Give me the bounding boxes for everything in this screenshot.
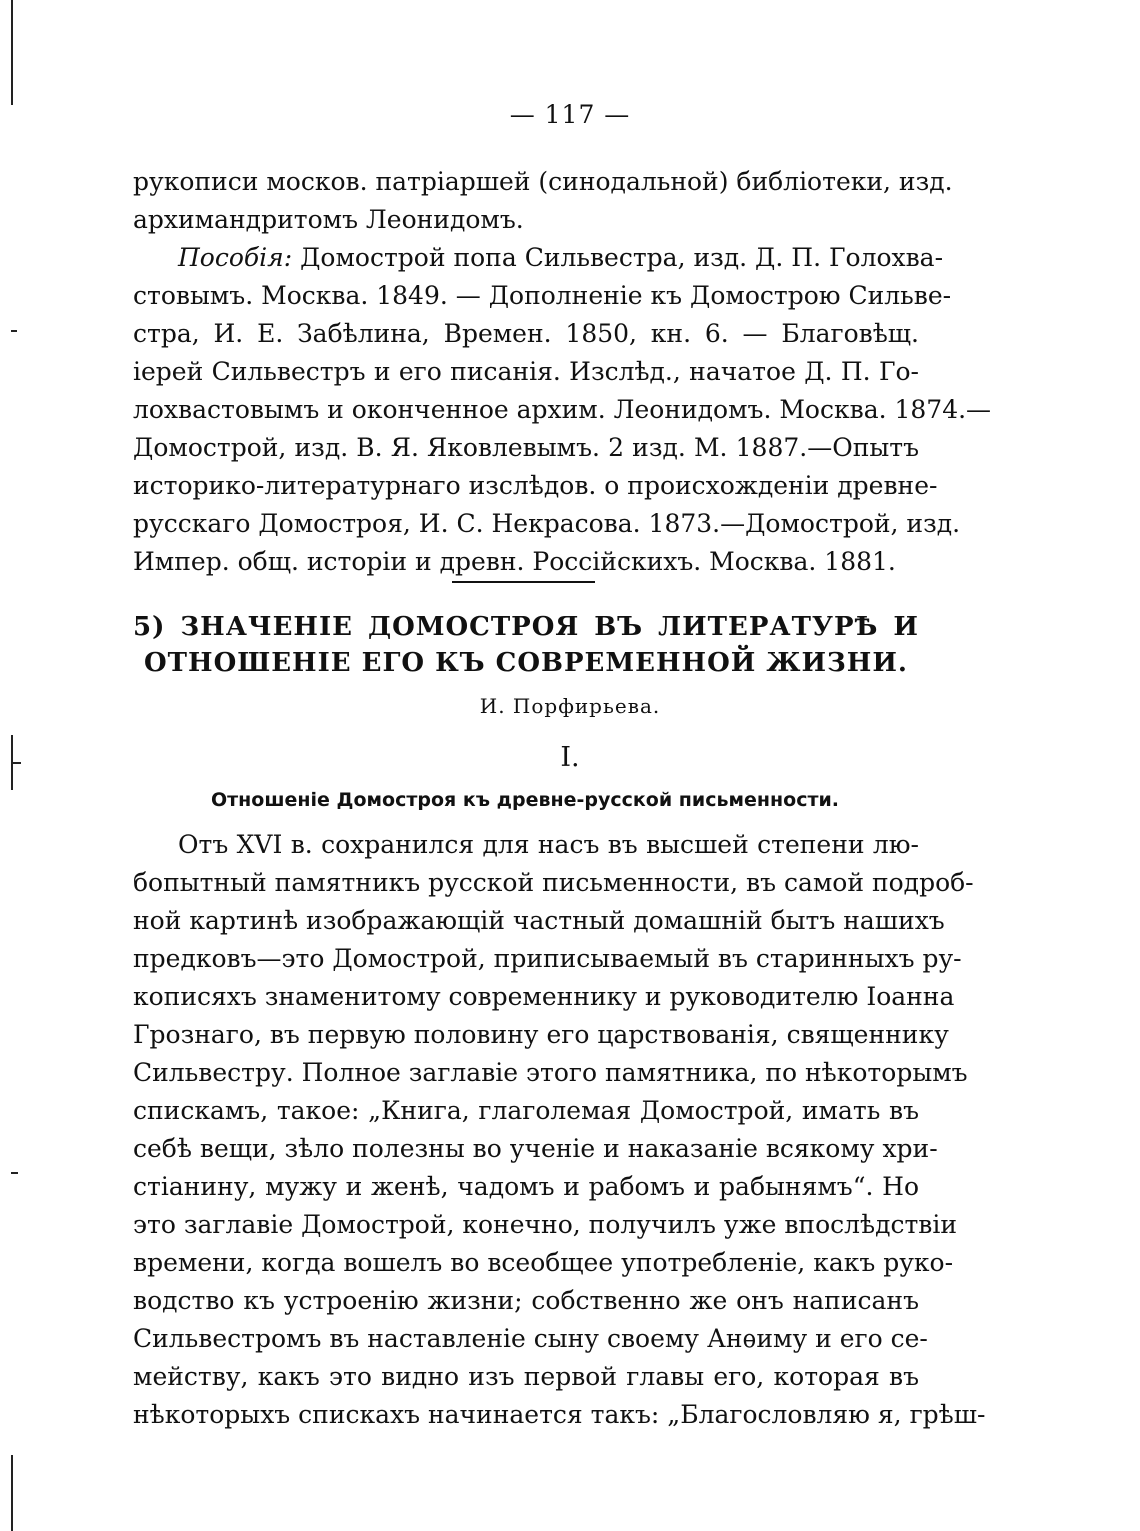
body-line: Отъ XVI в. сохранился для насъ въ высшей степени лю- (178, 830, 919, 859)
body-line: себѣ вещи, зѣло полезны во ученіе и наказаніе всякому хри- (133, 1134, 938, 1163)
body-line: кописяхъ знаменитому современнику и руководителю Іоанна (133, 982, 955, 1011)
body-line: бопытный памятникъ русской письменности, въ самой подроб- (133, 868, 974, 897)
page-number: — 117 — (509, 100, 631, 129)
references-line: іерей Сильвестръ и его писанія. Изслѣд., начатое Д. П. Го- (133, 357, 919, 386)
references-label: Пособія: (178, 243, 293, 272)
references-line: Домострой, изд. В. Я. Яковлевымъ. 2 изд. М. 1887.—Опытъ (133, 433, 919, 462)
subsection-title: Отношеніе Домостроя къ древне-русской письменности. (210, 789, 840, 811)
scan-edge-mark (11, 330, 17, 332)
scan-edge-line (11, 1455, 13, 1531)
body-line: времени, когда вошелъ во всеобщее употребленіе, какъ руко- (133, 1248, 954, 1277)
scan-edge-line (11, 0, 13, 105)
section-heading-line-2: ОТНОШЕНІЕ ЕГО КЪ СОВРЕМЕННОЙ ЖИЗНИ. (144, 648, 908, 678)
body-line: это заглавіе Домострой, конечно, получилъ уже впослѣдствіи (133, 1210, 958, 1239)
references-first-line (133, 239, 944, 277)
author-name: И. Порфирьева. (479, 694, 661, 718)
section-separator (452, 581, 595, 583)
body-line: Сильвестру. Полное заглавіе этого памятника, по нѣкоторымъ (133, 1058, 968, 1087)
body-line: предковъ—это Домострой, приписываемый въ старинныхъ ру- (133, 944, 962, 973)
chapter-numeral: I. (560, 742, 580, 773)
body-line: спискамъ, такое: „Книга, глаголемая Домострой, имать въ (133, 1096, 919, 1125)
references-line: историко-литературнаго изслѣдов. о происхожденіи древне- (133, 471, 938, 500)
top-text-block (133, 163, 992, 581)
references-line: Импер. общ. исторіи и древн. Россійскихъ. Москва. 1881. (133, 547, 896, 576)
body-line: мейству, какъ это видно изъ первой главы его, которая въ (133, 1362, 919, 1391)
body-line: стіанину, мужу и женѣ, чадомъ и рабомъ и рабынямъ“. Но (133, 1172, 919, 1201)
references-line: русскаго Домостроя, И. С. Некрасова. 1873.—Домострой, изд. (133, 509, 961, 538)
section-heading-line-1: 5) ЗНАЧЕНІЕ ДОМОСТРОЯ ВЪ ЛИТЕРАТУРѢ И (133, 612, 919, 642)
body-line: ной картинѣ изображающій частный домашній бытъ нашихъ (133, 906, 945, 935)
body-line: водство къ устроенію жизни; собственно же онъ написанъ (133, 1286, 919, 1315)
references-first-line-text: Домострой попа Сильвестра, изд. Д. П. Голохва- (300, 243, 944, 272)
body-text-block (133, 826, 986, 1434)
body-line: нѣкоторыхъ спискахъ начинается такъ: „Благословляю я, грѣш- (133, 1400, 986, 1429)
continued-text-line: рукописи москов. патріаршей (синодальной) библіотеки, изд. (133, 167, 953, 196)
references-line: лохвастовымъ и оконченное архим. Леонидомъ. Москва. 1874.— (133, 395, 992, 424)
body-line: Грознаго, въ первую половину его царствованія, священнику (133, 1020, 949, 1049)
body-line: Сильвестромъ въ наставленіе сыну своему Анѳиму и его се- (133, 1324, 928, 1353)
references-line: стра, И. Е. Забѣлина, Времен. 1850, кн. 6. — Благовѣщ. (133, 319, 919, 348)
continued-text-line: архимандритомъ Леонидомъ. (133, 205, 524, 234)
references-line: стовымъ. Москва. 1849. — Дополненіе къ Домострою Сильве- (133, 281, 952, 310)
scan-edge-mark (11, 1172, 18, 1174)
